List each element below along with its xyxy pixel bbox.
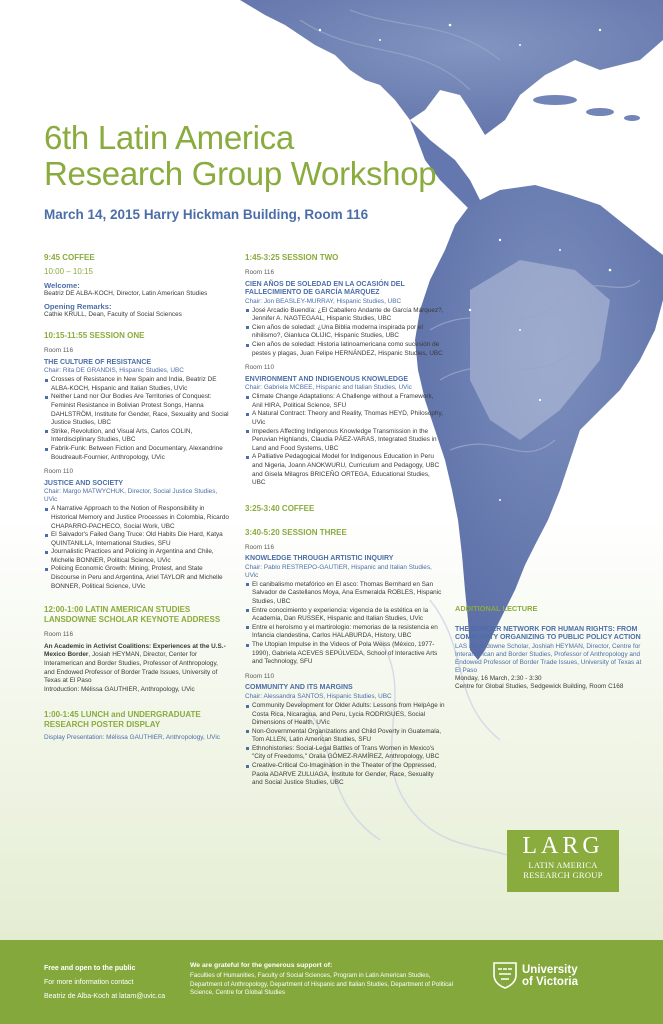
culture-session-chair: Chair: Rita DE GRANDIS, Hispanic Studies, UBC xyxy=(44,367,184,375)
list-item: A Narrative Approach to the Notion of Responsibility in Historical Memory and Justice Processes in Colombia, Ricardo CHAPARRO-PACHECO, Social Work, UBC xyxy=(51,505,229,530)
list-item: Impeders Affecting Indigenous Knowledge Transmission in the Peruvian Highlands, Claudia PÁEZ-VARAS, Integrated Studies in Land and Food Systems, UBC xyxy=(252,428,445,454)
list-item: Fabrik-Funk: Between Fiction and Documentary, Alexandrine Boudreault-Fournier, Anthropology, UVic xyxy=(51,445,230,462)
list-item: Neither Land nor Our Bodies Are Territories of Conquest: Feminist Resistance in Bolivian Protest Songs, Hanna DAHLSTRÖM, Institute for Gender, Race, Sexuality and Social Justice Studies, UBC xyxy=(51,393,229,427)
list-item: Ethnohistories: Social-Legal Battles of Trans Women in Mexico's "City of Freedoms," Oralia GÓMEZ-RAMÍREZ, Anthropology, UBC xyxy=(252,745,445,762)
keynote-introduction: Introduction: Mélissa GAUTHIER, Anthropology, UVic xyxy=(44,685,195,693)
title-line-2: Research Group Workshop xyxy=(44,155,437,192)
session-one-room-b: Room 110 xyxy=(44,468,74,476)
culture-session-title: THE CULTURE OF RESISTANCE xyxy=(44,358,152,366)
welcome-label: Welcome: xyxy=(44,281,80,290)
session-two-room: Room 116 xyxy=(245,269,275,276)
list-item: Cien años de soledad: ¿Una Biblia moderna inspirada por el nihilismo?, Gianluca OLIJIC, Hispanic Studies, UBC xyxy=(252,324,445,341)
justice-session-list xyxy=(44,505,230,591)
list-item: Creative-Critical Co-Imagination in the Theater of the Oppressed, Paola ADARVE ZULUAGA, Institute for Gender, Race, Sexuality and Social Justice Studies, UBC xyxy=(252,762,445,788)
community-session-title: COMMUNITY AND ITS MARGINS xyxy=(245,684,353,692)
footer-contact-email: Beatriz de Alba-Koch at latam@uvic.ca xyxy=(44,993,166,1000)
list-item: Crosses of Resistance in New Spain and India, Beatriz DE ALBA-KOCH, Hispanic and Italian Studies, UVic xyxy=(51,376,230,393)
session-three-room: Room 116 xyxy=(245,543,275,551)
art-session-list xyxy=(245,581,445,667)
additional-lecture-speaker: LAS Landsdowne Scholar, Joshiah HEYMAN, Director, Centre for Interamerican and Border Studies, Professor of Anthropology and Endowed Professor of Border Trade Issues, University of Texas at El Paso xyxy=(455,642,642,674)
list-item: The Utopian Impulse in the Videos of Pola Weiss (México, 1977-1990), Gabriela ACEVES SEPÚLVEDA, School of Interactive Arts and Technology, SFU xyxy=(252,641,445,667)
footer-more-info: For more information contact xyxy=(44,979,134,986)
culture-session-list xyxy=(44,376,230,462)
art-session-title: KNOWLEDGE THROUGH ARTISTIC INQUIRY xyxy=(245,555,394,563)
page-title xyxy=(44,120,436,192)
list-item: Journalistic Practices and Policing in Argentina and Chile, Michelle BONNER, Political Science, UVic xyxy=(51,548,230,565)
uvic-logo xyxy=(492,961,579,994)
additional-lecture-title: THE BORDER NETWORK FOR HUMAN RIGHTS: FROM COMMUNITY ORGANIZING TO PUBLIC POLICY ACTION xyxy=(455,625,641,642)
environment-session-list xyxy=(245,393,445,488)
footer-free-public: Free and open to the public xyxy=(44,965,136,972)
additional-lecture xyxy=(455,605,645,692)
list-item: Strike, Revolution, and Visual Arts, Carlos COLIN, Interdisciplinary Studies, UBC xyxy=(51,428,230,445)
list-item: El Salvador's Failed Gang Truce: Old Habits Die Hard, Katya QUINTANILLA, International Studies, SFU xyxy=(51,531,230,548)
session-two-room-b: Room 110 xyxy=(245,364,275,372)
list-item: José Arcadio Buendía: ¿El Caballero Andante de García Márquez?, Jennifer A. NAGTEGAAL, Hispanic Studies, UBC xyxy=(252,306,444,323)
cien-session-chair: Chair: Jon BEASLEY-MURRAY, Hispanic Studies, UBC xyxy=(245,297,402,305)
welcome-text: Beatriz DE ALBA-KOCH, Director, Latin American Studies xyxy=(44,290,208,297)
opening-time: 10:00 – 10:15 xyxy=(44,267,93,276)
uvic-name-line-1: University xyxy=(522,964,578,976)
title-line-1: 6th Latin America xyxy=(44,119,294,156)
larg-logo-letters: LARG xyxy=(522,833,604,859)
community-session-list xyxy=(245,702,445,788)
coffee-break-time: 3:25-3:40 COFFEE xyxy=(245,503,315,513)
cien-session-list xyxy=(245,307,445,359)
art-session-chair: Chair: Pablo RESTREPO-GAUTIER, Hispanic and Italian Studies, UVic xyxy=(245,563,432,579)
opening-remarks-label: Opening Remarks: xyxy=(44,301,112,311)
justice-session-chair: Chair: Margo MATWYCHUK, Director, Social Justice Studies, UVic xyxy=(44,488,218,504)
session-three-room-b: Room 110 xyxy=(245,672,275,680)
list-item: Non-Governmental Organizations and Child Poverty in Guatemala, Tom ALLEN, Latin American Studies, SFU xyxy=(252,728,445,745)
footer-supporters xyxy=(190,962,460,998)
larg-logo-line-2: RESEARCH GROUP xyxy=(523,870,603,880)
uvic-shield-icon xyxy=(492,961,518,989)
keynote-speaker: , Josiah HEYMAN, Director, Center for Interamerican and Border Studies, Professor of Anthropology, and Endowed Professor of Border Trade Issues, University of Texas at El Paso xyxy=(44,651,218,685)
list-item: Policing Economic Growth: Mining, Protest, and State Discourse in Peru and Argentina, Ariel TAYLOR and Michelle BONNER, Political Science, UVic xyxy=(51,565,230,591)
community-session-chair: Chair: Alessandra SANTOS, Hispanic Studies, UBC xyxy=(245,692,392,700)
cien-session-title: CIEN AÑOS DE SOLEDAD EN LA OCASIÓN DEL FALLECIMIENTO DE GARCÍA MÁRQUEZ xyxy=(245,280,405,297)
environment-session-chair: Chair: Gabriela MCBEE, Hispanic and Italian Studies, UVic xyxy=(245,384,412,392)
list-item: Community Development for Older Adults: Lessons from HelpAge in Costa Rica, Nicaragua, and Peru, Lycia RODRIGUES, Social Dimensions of Health, UVic xyxy=(252,701,445,727)
larg-logo xyxy=(507,830,619,892)
lunch-display: Display Presentation: Mélissa GAUTHIER, Anthropology, UVic xyxy=(44,734,220,742)
list-item: Cien años de soledad: Historia latinoamericana como sucesión de pestes y plagas, Juan Felipe HERNÁNDEZ, Hispanic Studies, UBC xyxy=(252,341,445,358)
session-two-time: 1:45-3:25 SESSION TWO xyxy=(245,253,339,262)
footer-supporter-list: Faculties of Humanities, Faculty of Social Sciences, Program in Latin American Studies, Department of Anthropology, Department of Hispanic and Italian Studies, Department of Political Science, Centre for Global Studies xyxy=(190,972,453,997)
list-item: A Natural Contract: Theory and Reality, Thomas HEYD, Philosophy, UVic xyxy=(252,410,445,427)
session-one-time: 10:15-11:55 SESSION ONE xyxy=(44,331,145,341)
justice-session-title: JUSTICE AND SOCIETY xyxy=(44,479,124,487)
list-item: Entre el heroísmo y el martirologio: memorias de la resistencia en Infancia clandestina, Carlos HALABURDA, History, UBC xyxy=(252,624,445,641)
list-item: A Palliative Pedagogical Model for Indigenous Education in Peru and Nigeria, Joann ANOKWURU, Curriculum and Pedagogy, UBC and Gisela Milagros BRICEÑO ORTEGA, Educational Studies, UBC xyxy=(252,453,445,487)
session-three-time: 3:40-5:20 SESSION THREE xyxy=(245,527,347,537)
larg-logo-line-1: LATIN AMERICA xyxy=(528,860,598,870)
event-date-location: March 14, 2015 Harry Hickman Building, Room 116 xyxy=(44,207,369,222)
additional-lecture-when: Monday, 16 March, 2:30 - 3:30 xyxy=(455,674,542,682)
program-column-middle xyxy=(245,253,445,788)
lunch-time: 1:00-1:45 LUNCH and UNDERGRADUATE RESEARCH POSTER DISPLAY xyxy=(44,710,201,730)
session-one-room: Room 116 xyxy=(44,347,74,355)
footer-grateful: We are grateful for the generous support of: xyxy=(190,962,333,969)
additional-lecture-heading: ADDITIONAL LECTURE xyxy=(455,604,538,613)
keynote-title: An Academic in Activist Coalitions: Experiences at the U.S.-Mexico Border xyxy=(44,642,226,659)
environment-session-title: ENVIRONMENT AND INDIGENOUS KNOWLEDGE xyxy=(245,375,409,383)
list-item: El canibalismo metafórico en El asco: Thomas Bernhard en San Salvador de Castellanos Moya, Ana Esmeralda ROBLES, Hispanic Studies, UBC xyxy=(252,581,445,607)
program-column-left xyxy=(44,253,230,742)
coffee-time: 9:45 COFFEE xyxy=(44,253,95,262)
footer-contact xyxy=(44,962,165,1004)
opening-remarks-text: Cathie KRULL, Dean, Faculty of Social Sciences xyxy=(44,310,182,318)
list-item: Climate Change Adaptations: A Challenge without a Framework, Anil HIRA, Political Science, SFU xyxy=(252,393,445,410)
keynote-description xyxy=(44,643,230,686)
uvic-name-line-2: of Victoria xyxy=(522,976,579,988)
additional-lecture-where: Centre for Global Studies, Sedgewick Building, Room C168 xyxy=(455,683,624,691)
keynote-time: 12:00-1:00 LATIN AMERICAN STUDIES LANSDOWNE SCHOLAR KEYNOTE ADDRESS xyxy=(44,605,221,625)
keynote-room: Room 116 xyxy=(44,631,74,639)
list-item: Entre conocimiento y experiencia: vigencia de la estética en la Academia, Dan RUSSEK, Hispanic and Italian Studies, UVic xyxy=(252,607,445,624)
uvic-name xyxy=(522,964,578,988)
